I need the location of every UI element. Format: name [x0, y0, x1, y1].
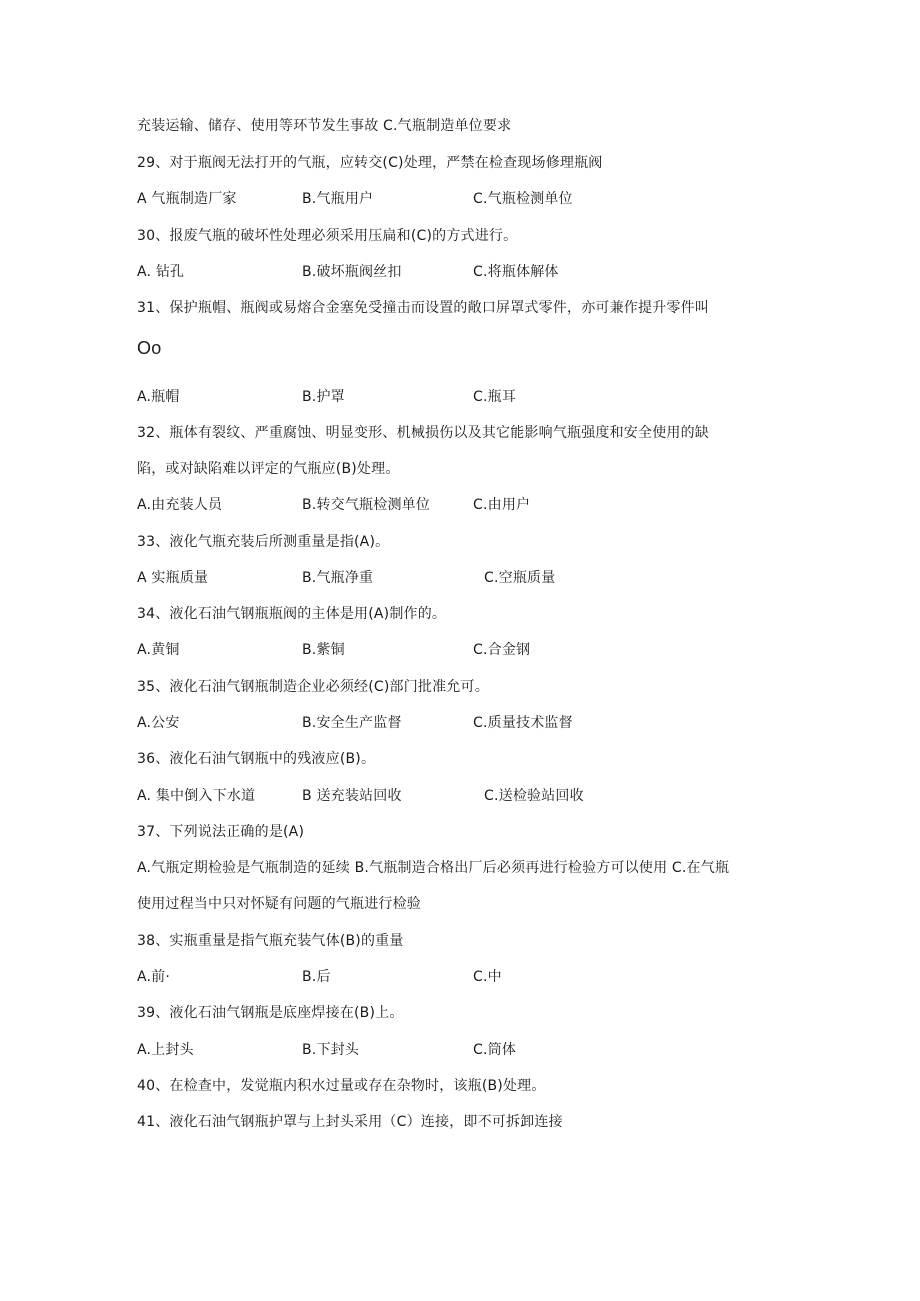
question-32: 32、瓶体有裂纹、严重腐蚀、明显变形、机械损伤以及其它能影响气瓶强度和安全使用的缺 — [137, 425, 710, 441]
question-39: 39、液化石油气钢瓶是底座焊接在(B)上。 — [137, 1005, 404, 1021]
question-34: 34、液化石油气钢瓶瓶阀的主体是用(A)制作的。 — [137, 606, 447, 622]
q35-option-c: C.质量技术监督 — [473, 715, 573, 731]
question-31-continuation: Oo — [137, 338, 162, 358]
q35-option-b: B.安全生产监督 — [302, 715, 402, 731]
q34-option-b: B.紫铜 — [302, 642, 345, 658]
q39-option-b: B.下封头 — [302, 1042, 360, 1058]
q36-option-c: C.送检验站回收 — [484, 788, 584, 804]
q34-option-a: A.黄铜 — [137, 642, 180, 658]
question-37: 37、下列说法正确的是(A) — [137, 824, 305, 840]
question-29: 29、对于瓶阀无法打开的气瓶，应转交(C)处理，严禁在检查现场修理瓶阀 — [137, 155, 603, 171]
question-30: 30、报废气瓶的破坏性处理必须采用压扁和(C)的方式进行。 — [137, 228, 518, 244]
question-36: 36、液化石油气钢瓶中的残液应(B)。 — [137, 751, 376, 767]
q33-option-a: A 实瓶质量 — [137, 570, 209, 586]
question-31: 31、保护瓶帽、瓶阀或易熔合金塞免受撞击而设置的敞口屏罩式零件，亦可兼作提升零件叫 — [137, 300, 710, 316]
question-38: 38、实瓶重量是指气瓶充装气体(B)的重量 — [137, 933, 404, 949]
q32-option-c: C.由用户 — [473, 497, 531, 513]
q35-option-a: A.公安 — [137, 715, 180, 731]
text-line: 充装运输、储存、使用等环节发生事故 C.气瓶制造单位要求 — [137, 118, 512, 134]
q30-option-c: C.将瓶体解体 — [473, 264, 559, 280]
q31-option-c: C.瓶耳 — [473, 389, 517, 405]
q29-option-c: C.气瓶检测单位 — [473, 191, 573, 207]
q29-option-b: B.气瓶用户 — [302, 191, 374, 207]
q36-option-a: A. 集中倒入下水道 — [137, 788, 256, 804]
q30-option-b: B.破坏瓶阀丝扣 — [302, 264, 402, 280]
q33-option-c: C.空瓶质量 — [484, 570, 556, 586]
q39-option-a: A.上封头 — [137, 1042, 194, 1058]
q31-option-b: B.护罩 — [302, 389, 345, 405]
q31-option-a: A.瓶帽 — [137, 389, 180, 405]
q33-option-b: B.气瓶净重 — [302, 570, 374, 586]
question-37-options: A.气瓶定期检验是气瓶制造的延续 B.气瓶制造合格出厂后必须再进行检验方可以使用 C.在气瓶 — [137, 860, 730, 876]
q39-option-c: C.筒体 — [473, 1042, 517, 1058]
q29-option-a: A 气瓶制造厂家 — [137, 191, 237, 207]
question-40: 40、在检查中，发觉瓶内积水过量或存在杂物时，该瓶(B)处理。 — [137, 1078, 546, 1094]
q34-option-c: C.合金钢 — [473, 642, 531, 658]
q32-option-a: A.由充装人员 — [137, 497, 223, 513]
question-32-continuation: 陷，或对缺陷难以评定的气瓶应(B)处理。 — [137, 461, 400, 477]
q38-option-b: B.后 — [302, 969, 331, 985]
q32-option-b: B.转交气瓶检测单位 — [302, 497, 431, 513]
question-41: 41、液化石油气钢瓶护罩与上封头采用（C）连接，即不可拆卸连接 — [137, 1114, 563, 1130]
q38-option-c: C.中 — [473, 969, 502, 985]
question-37-options-continuation: 使用过程当中只对怀疑有问题的气瓶进行检验 — [137, 896, 421, 912]
q36-option-b: B 送充装站回收 — [302, 788, 402, 804]
question-33: 33、液化气瓶充装后所测重量是指(A)。 — [137, 534, 390, 550]
q38-option-a: A.前· — [137, 969, 171, 985]
question-35: 35、液化石油气钢瓶制造企业必须经(C)部门批准允可。 — [137, 679, 489, 695]
q30-option-a: A. 钻孔 — [137, 264, 185, 280]
